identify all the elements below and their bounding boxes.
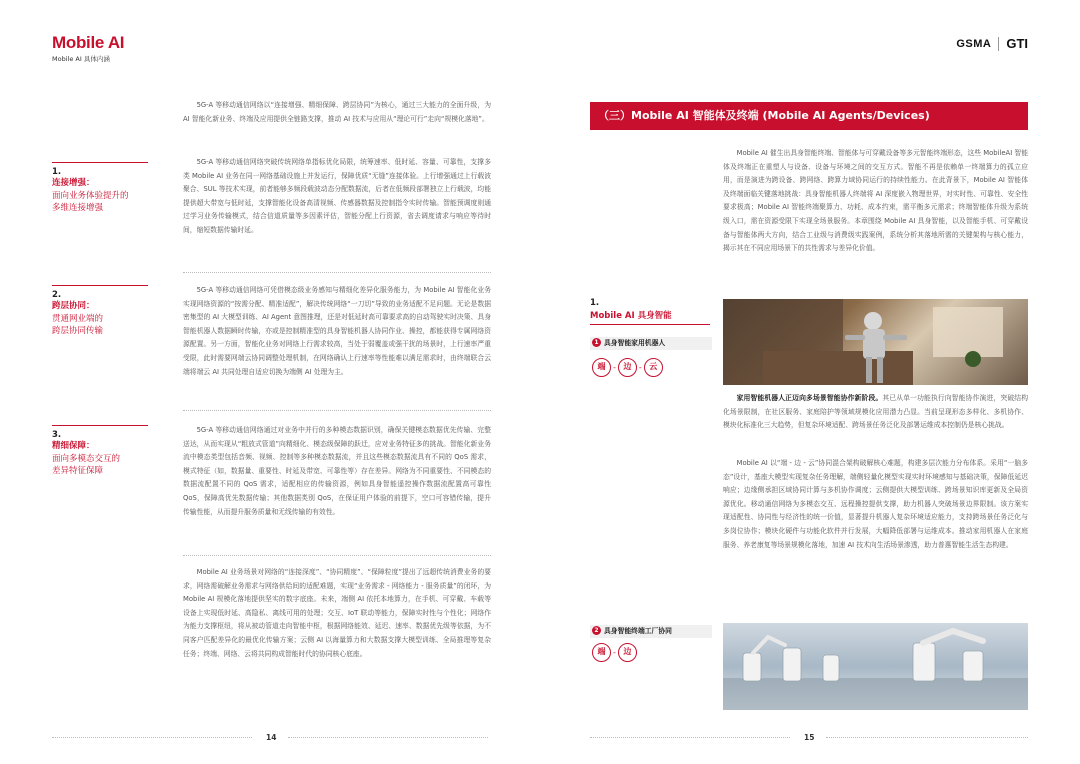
factory-robot-photo xyxy=(723,623,1028,710)
heading-subtitle-line: 贯通网业端的 xyxy=(52,313,104,324)
case-tag-1 xyxy=(590,337,712,350)
home-robot-photo xyxy=(723,299,1028,385)
case-number-badge: 2 xyxy=(592,626,601,635)
divider xyxy=(183,272,491,273)
heading-number: 2. xyxy=(52,290,62,300)
left-heading-2 xyxy=(52,285,148,338)
logo-divider xyxy=(998,37,999,51)
chip-connector: - xyxy=(613,648,616,657)
heading-subtitle-line: 差异特征保障 xyxy=(52,466,104,476)
architecture-chips-1 xyxy=(592,358,663,377)
heading-rule xyxy=(52,162,148,163)
robot-illustration xyxy=(723,299,1028,385)
left-heading-1 xyxy=(52,162,148,215)
heading-rule xyxy=(52,425,148,426)
heading-number: 1. xyxy=(52,167,62,177)
heading-subtitle-line: 面向多模态交互的 xyxy=(52,453,121,464)
heading-subtitle-line: 多维连接增强 xyxy=(52,203,104,213)
chip-connector: - xyxy=(613,363,616,372)
partner-logos xyxy=(956,36,1028,51)
header-subtitle: Mobile AI 具体内涵 xyxy=(52,55,110,63)
footer-rule xyxy=(288,737,488,738)
case-tag-2 xyxy=(590,625,712,638)
heading-rule xyxy=(52,285,148,286)
right-paragraph-1 xyxy=(723,392,1028,433)
left-outro-paragraph: Mobile AI 业务场景对网络的“连接深度”、“协同精度”、“保障粒度”提出了远超传统消费业务的要求，网络需破解业务需求与网络供给间的适配难题，实现“业务需求 - 网络能力 - 服务质量”的闭环，为 Mobile AI 规模化落地提供坚实的数字底座。未来，端侧 AI 依托本地算力，在手机、可穿戴、车载等设备上实现低时延、高隐私、离线可用的处理；交互、IoT 联动等能力，保障实时性与个性化；网络作为能力支撑枢纽，将从被动管道走向智能中枢，根据网络能效、延迟、速率、数据优先级等依据，为不同客户匹配差异化的最优化传输方案；云侧 AI 以海量算力和大数据支撑大模型训练、全局推理等复杂任务；终端、网络、云将共同构成智能时代的协同核心底座。 xyxy=(183,568,491,658)
factory-illustration xyxy=(723,623,1028,710)
case-number-badge: 1 xyxy=(592,338,601,347)
heading-title: 连接增强： xyxy=(52,178,95,188)
paragraph-body: 其已从单一功能执行向智能协作演进，突破结构化场景限制，在社区服务、家庭陪护等领域规模化应用潜力凸显。当前呈现形态多样化、多机协作、模块化标准化三大趋势，但复杂环境适配、跨场景任务泛化及部署运维成本控制仍是核心挑战。 xyxy=(723,394,1029,430)
mobile-ai-logo: Mobile AI xyxy=(52,33,125,52)
paragraph-lead: 家用智能机器人正迈向多场景智能协作新阶段。 xyxy=(736,394,883,402)
right-paragraph-2: Mobile AI 以“端 - 边 - 云”协同混合架构破解核心难题，构建多层次能力分布体系。采用“一脑多态”设计，基座大模型实现复杂任务理解，端侧轻量化模型实现实时环境感知与基础决策，保障低延迟响应；边缘侧承担区域协同计算与多机协作调度；云侧提供大模型训练、跨场景知识库更新及全局资源优化。移动通信网络为多模态交互、远程操控提供支撑，助力机器人突破场景边界限制。该方案实现适配性、协同性与经济性的统一价值，显著提升机器人复杂环境适应能力，支持跨场景任务泛化与多岗位协作；模块化硬件与功能化软件并行发展，大幅降低部署与运维成本。推动家用机器人在家庭服务、养老康复等场景规模化落地，加速 AI 技术向生活场景渗透，助力普惠智能生活生态构建。 xyxy=(723,459,1028,549)
right-intro-paragraph: Mobile AI 催生出具身智能终端、智能体与可穿戴设备等多元智能终端形态，这些 MobileAI 智能体及终端正在重塑人与设备、设备与环境之间的交互方式。智能不再是依赖单一终端算力的孤立应用，而是演进为跨设备、跨网络、跨算力域协同运行的持续性能力。在此背景下，Mobile AI 智能体及终端面临关键落地挑战：具身智能机器人终端将 AI 深度嵌入物理世界，对实时性、可靠性、安全性要求极高；Mobile AI 智能终端聚算力、功耗、成本约束，需平衡多元需求；终端智能体升级为系统级入口，需在资源受限下实现全场景服务。本章围绕 Mobile AI 具身智能，以及智能手机、可穿戴设备与智能体两大方向，结合工业级与消费级实践案例，系统分析其落地所需的关键架构与核心能力，揭示其在不同应用场景下的共性需求与差异化价值。 xyxy=(723,149,1028,253)
heading-subtitle-line: 面向业务体验提升的 xyxy=(52,190,129,201)
footer-rule xyxy=(590,737,790,738)
chip-device: 端 xyxy=(592,358,611,377)
case-label: 具身智能家用机器人 xyxy=(604,339,666,347)
section-title-bar: （三）Mobile AI 智能体及终端 (Mobile AI Agents/Devices) xyxy=(590,102,1028,130)
gsma-logo: GSMA xyxy=(956,37,992,50)
architecture-chips-2 xyxy=(592,643,637,662)
chip-edge: 边 xyxy=(618,358,637,377)
subheading-number: 1. xyxy=(590,298,600,308)
heading-title: 精细保障： xyxy=(52,441,95,451)
heading-title: 跨层协同： xyxy=(52,301,95,311)
page-number-right: 15 xyxy=(804,733,815,742)
left-heading-3 xyxy=(52,425,148,478)
chip-device: 端 xyxy=(592,643,611,662)
gti-logo: GTI xyxy=(1006,36,1028,51)
divider xyxy=(183,555,491,556)
chip-connector: - xyxy=(638,363,642,372)
left-paragraph-2: 5G-A 等移动通信网络可凭借模态级业务感知与精细化差异化服务能力，为 Mobile AI 智能化业务实现网络资源的“按需分配、精准适配”，解决传统网络“一刀切”导致的业务适配不足问题。无论是数据密集型的 AI 大模型训练、AI Agent 意图推理，还是对低延时高可靠要求高的自动驾驶实时决策、具身智能机器人数据瞬时传输，亦或是控制精准型的具身智能机器人协同作业、操控，都能获得专属网络资源配置。另一方面，智能化业务对网络上行需求较高，当处于弱覆盖或强干扰的场景时，上行速率严重受限，此时需要网端云协同调整处理机制，在网络确认上行速率等性能难以满足需求时，由终端联合云端将端云 AI 共同处理自适应切换为端侧 AI 处理为主。 xyxy=(183,286,491,376)
subheading-rule xyxy=(590,324,710,325)
footer-rule xyxy=(52,737,252,738)
case-label: 具身智能终端工厂协同 xyxy=(604,627,672,635)
right-subheading xyxy=(590,298,710,325)
chip-edge: 边 xyxy=(618,643,637,662)
divider xyxy=(183,410,491,411)
heading-number: 3. xyxy=(52,430,62,440)
heading-subtitle-line: 跨层协同传输 xyxy=(52,326,104,336)
footer-rule xyxy=(826,737,1028,738)
chip-cloud: 云 xyxy=(644,358,663,377)
left-intro-paragraph: 5G-A 等移动通信网络以“连接增强、精细保障、跨层协同”为核心，通过三大能力的全面升级，为 AI 智能化新业务、终端及应用提供全链路支撑，推动 AI 技术与应用从“理论可行”走向“规模化落地”。 xyxy=(183,101,491,123)
left-paragraph-1: 5G-A 等移动通信网络突破传统网络单指标优化局限，统筹速率、低时延、容量、可靠性，支撑多类 Mobile AI 业务在同一网络基础设施上并发运行，保障优质“无缝”连接体验。上行增强通过上行载波聚合、SUL 等技术实现，前者能够多频段载波动态分配数据流，后者在低频段部署独立上行载波，均能提供超大带宽与低时延，支撑智能化设备高清视频、传感器数据及控制指令实时传输。智能预调度则通过学习业务传输模式，结合信道质量等多因素评估，智能分配上行资源，省去调度请求与响应等待时间，缩短数据传输时延。 xyxy=(183,158,491,234)
page-number-left: 14 xyxy=(266,733,277,742)
left-paragraph-3: 5G-A 等移动通信网络通过对业务中并行的多种模态数据识别，确保关键模态数据优先传输、完整送达，从而实现从“粗放式管道”向精细化、模态级保障的跃迁，应对业务特征多的挑战。智能化新业务流中模态类型包括音频、视频、控制等多种模态数据流，并且这些模态数据流具有不同的 QoS 需求，模式特征（如，数据量、重要性、时延及带宽、可靠性等）存在差异。网络为不同重要性、不同模态的数据流配置不同的 QoS 需求，适配相应的传输资源，例如具身智能遥控操作数据流配置高可靠性QoS，保障高优先数据传输；其他数据类别 QoS，在保证用户体验的前提下，空口可容错传输，提升传输性能，从而提升服务质量和无线传输的有效性。 xyxy=(183,426,491,516)
subheading-title: Mobile AI 具身智能 xyxy=(590,311,672,321)
